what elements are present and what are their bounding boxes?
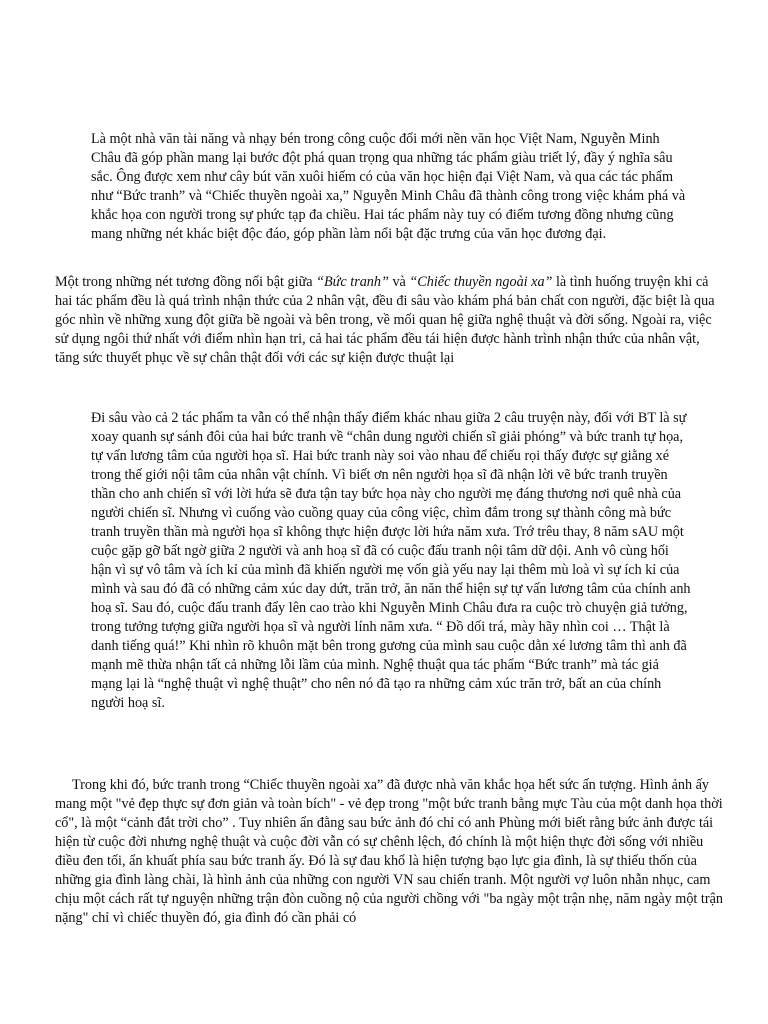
- title-chiec-thuyen-ngoai-xa: “Chiếc thuyền ngoài xa”: [409, 274, 553, 290]
- differences-buc-tranh-text: Đi sâu vào cả 2 tác phẩm ta vẫn có thể nhận thấy điểm khác nhau giữa 2 câu truyện này, đối với BT là sự xoay quanh sự sánh đôi của hai bức tranh về “chân dung người chiến sĩ giải phóng” và bức tranh tự họa, tự vấn lương tâm của người họa sĩ. Hai bức tranh này soi vào nhau để chiếu rọi thấy được sự giằng xé trong thế giới nội tâm của nhân vật chính. Vì biết ơn nên người họa sĩ đã nhận lời vẽ bức tranh truyền thần cho anh chiến sĩ với lời hứa sẽ đưa tận tay bức họa này cho người mẹ đáng thương nơi quê nhà của người chiến sĩ. Nhưng vì cuống vào cuồng quay của công việc, chìm đắm trong sự thành công mà bức tranh truyền thần mà người họa sĩ không thực hiện được lời hứa năm xưa. Trớ trêu thay, 8 năm sAU một cuộc gặp gỡ bất ngờ giữa 2 người và anh hoạ sĩ đã có cuộc đấu tranh nội tâm dữ dội. Anh vô cùng hối hận vì sự vô tâm và ích kỉ của mình đã khiến người mẹ vốn già yếu nay lại thêm mù loà vì sự ích kỉ của mình và sau đó đã có những cảm xúc day dứt, trăn trở, ăn năn thể hiện sự tự vấn lương tâm của chính anh hoạ sĩ. Sau đó, cuộc đấu tranh đẩy lên cao trào khi Nguyễn Minh Châu đưa ra cuộc trò chuyện giả tưởng, trong tưởng tượng giữa người họa sĩ và người lính năm xưa. “ Đồ dối trá, mày hãy nhìn coi … Thật là danh tiếng quá!” Khi nhìn rõ khuôn mặt bên trong gương của mình sau cuộc dằn xé lương tâm thì anh đã mạnh mẽ thừa nhận tất cả những lỗi lầm của mình. Nghệ thuật qua tác phẩm “Bức tranh” mà tác giả mạng lại là “nghệ thuật vì nghệ thuật” cho nên nó đã tạo ra những cảm xúc trăn trở, bất an của chính người hoạ sĩ.: [91, 410, 691, 711]
- paragraph-similarities: [55, 273, 725, 368]
- similarities-text-start: Một trong những nét tương đồng nổi bật giữa: [55, 274, 317, 290]
- paragraph-introduction: [91, 130, 691, 244]
- chiec-thuyen-text: Trong khi đó, bức tranh trong “Chiếc thuyền ngoài xa” đã được nhà văn khắc họa hết sức ấn tượng. Hình ảnh ấy mang một "vẻ đẹp thực sự đơn giản và toàn bích" - vẻ đẹp trong "một bức tranh bằng mực Tàu của một danh họa thời cổ", là một “cảnh đắt trời cho” . Tuy nhiên ẩn đằng sau bức ảnh đó chỉ có anh Phùng mới biết rằng bức ảnh được tái hiện từ cuộc đời nhưng nghệ thuật và cuộc đời vẫn có sự chênh lệch, đó chính là một hiện thực đời sống với nhiều điều đen tối, ẩn khuất phía sau bức tranh ấy. Đó là sự đau khổ là hiện tượng bạo lực gia đình, là sự thiếu thốn của những gia đình làng chài, là hình ảnh của những con người VN sau chiến tranh. Một người vợ luôn nhẫn nhục, cam chịu một cách rất tự nguyện những trận đòn cuồng nộ của người chồng với "ba ngày một trận nhẹ, năm ngày một trận nặng" chỉ vì chiếc thuyền đó, gia đình đó cần phải có: [55, 777, 723, 926]
- similarities-text-and: và: [388, 274, 410, 290]
- paragraph-chiec-thuyen: [55, 776, 725, 928]
- title-buc-tranh: “Bức tranh”: [316, 274, 389, 290]
- paragraph-introduction-text: Là một nhà văn tài năng và nhạy bén trong công cuộc đổi mới nền văn học Việt Nam, Nguyễn Minh Châu đã góp phần mang lại bước đột phá quan trọng qua những tác phẩm giàu triết lý, đầy ý nghĩa sâu sắc. Ông được xem như cây bút văn xuôi hiếm có của văn học hiện đại Việt Nam, và qua các tác phẩm như “Bức tranh” và “Chiếc thuyền ngoài xa,” Nguyễn Minh Châu đã thành công trong việc khám phá và khắc họa con người trong sự phức tạp đa chiều. Hai tác phẩm này tuy có điểm tương đồng nhưng cũng mang những nét khác biệt độc đáo, góp phần làm nổi bật đặc trưng của văn học đương đại.: [91, 131, 686, 242]
- paragraph-differences-buc-tranh: [91, 409, 691, 713]
- similarities-text-end: là tình huống truyện khi cả hai tác phẩm đều là quá trình nhận thức của 2 nhân vật, đều đi sâu vào khám phá bản chất con người, đặc biệt là qua góc nhìn về những xung đột giữa bề ngoài và bên trong, về mối quan hệ giữa nghệ thuật và đời sống. Ngoài ra, việc sử dụng ngôi thứ nhất với điểm nhìn hạn tri, cả hai tác phẩm đều tái hiện được hành trình nhận thức của nhân vật, tăng sức thuyết phục về sự chân thật đối với các sự kiện được thuật lại: [55, 274, 715, 366]
